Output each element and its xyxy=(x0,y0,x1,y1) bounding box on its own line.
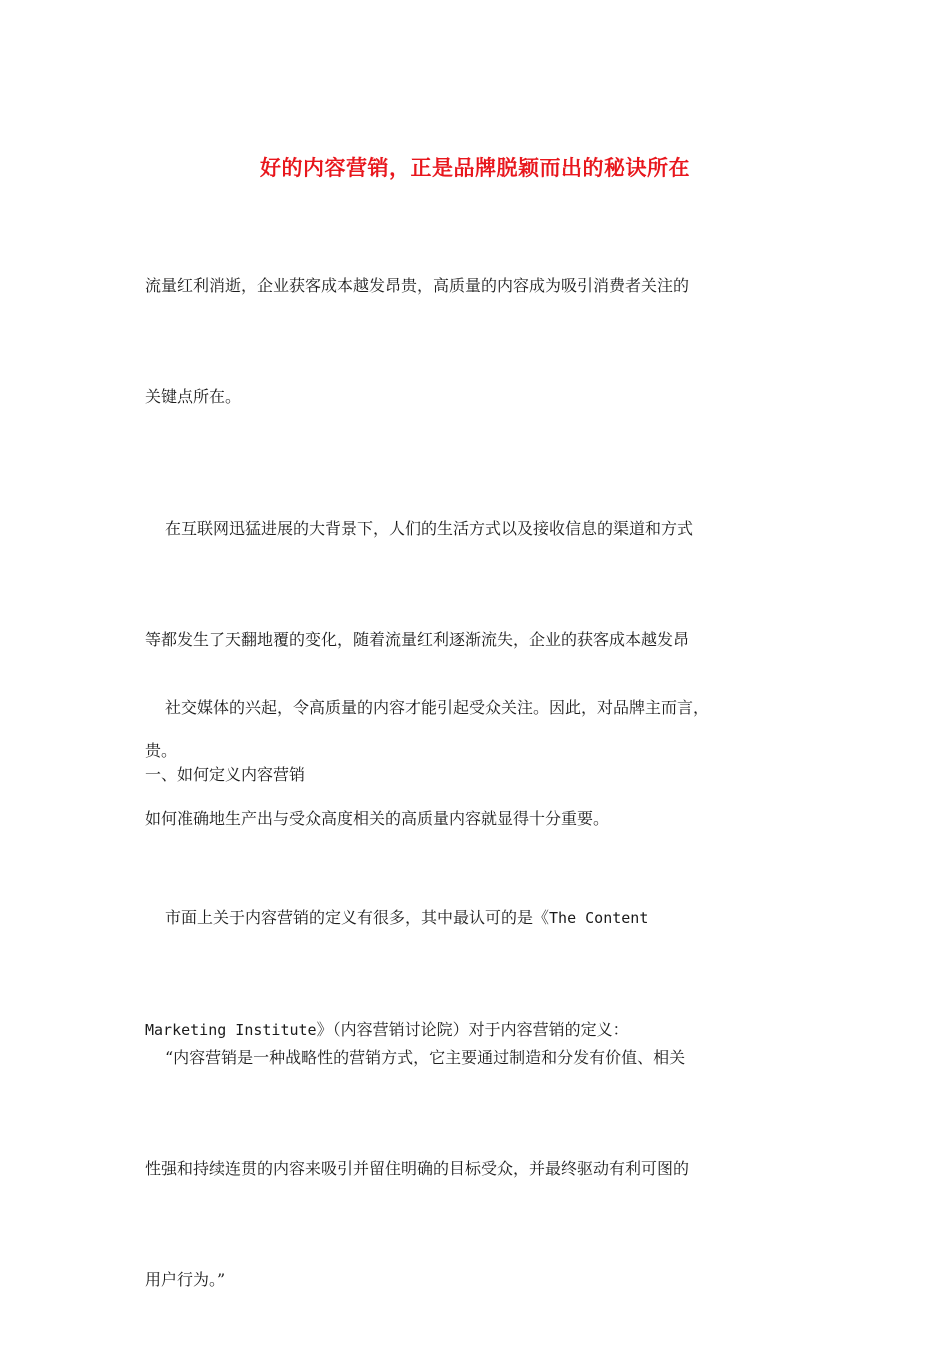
paragraph-1-line-1: 在互联网迅猛进展的大背景下，人们的生活方式以及接收信息的渠道和方式 xyxy=(165,519,694,538)
paragraph-3-line-1 xyxy=(145,899,805,937)
paragraph-2-line-2: 如何准确地生产出与受众高度相关的高质量内容就显得十分重要。 xyxy=(145,809,610,828)
paragraph-2-line-1: 社交媒体的兴起，令高质量的内容才能引起受众关注。因此，对品牌主而言， xyxy=(165,698,710,717)
section-1-heading: 一、如何定义内容营销 xyxy=(145,765,306,784)
paragraph-3-line-2-en: Marketing Institute xyxy=(145,1021,317,1039)
quote-line-3: 用户行为。” xyxy=(145,1270,226,1289)
paragraph-3-line-1-cn: 市面上关于内容营销的定义有很多，其中最认可的是《 xyxy=(165,908,550,927)
intro-line-2: 关键点所在。 xyxy=(145,387,242,406)
paragraph-1-line-3: 贵。 xyxy=(145,741,178,760)
quote-line-2: 性强和持续连贯的内容来吸引并留住明确的目标受众，并最终驱动有利可图的 xyxy=(145,1159,690,1178)
intro-line-1: 流量红利消逝，企业获客成本越发昂贵，高质量的内容成为吸引消费者关注的 xyxy=(145,276,690,295)
paragraph-1-line-2: 等都发生了天翻地覆的变化，随着流量红利逐渐流失，企业的获客成本越发昂 xyxy=(145,630,690,649)
document-title: 好的内容营销，正是品牌脱颖而出的秘诀所在 xyxy=(260,155,690,180)
paragraph-3-line-2-cn: 》（内容营销讨论院）对于内容营销的定义： xyxy=(316,1020,629,1039)
quote-line-1: “内容营销是一种战略性的营销方式，它主要通过制造和分发有价值、相关 xyxy=(165,1048,686,1067)
paragraph-3-line-1-en: The Content xyxy=(549,909,649,927)
quote-paragraph xyxy=(145,965,805,1372)
